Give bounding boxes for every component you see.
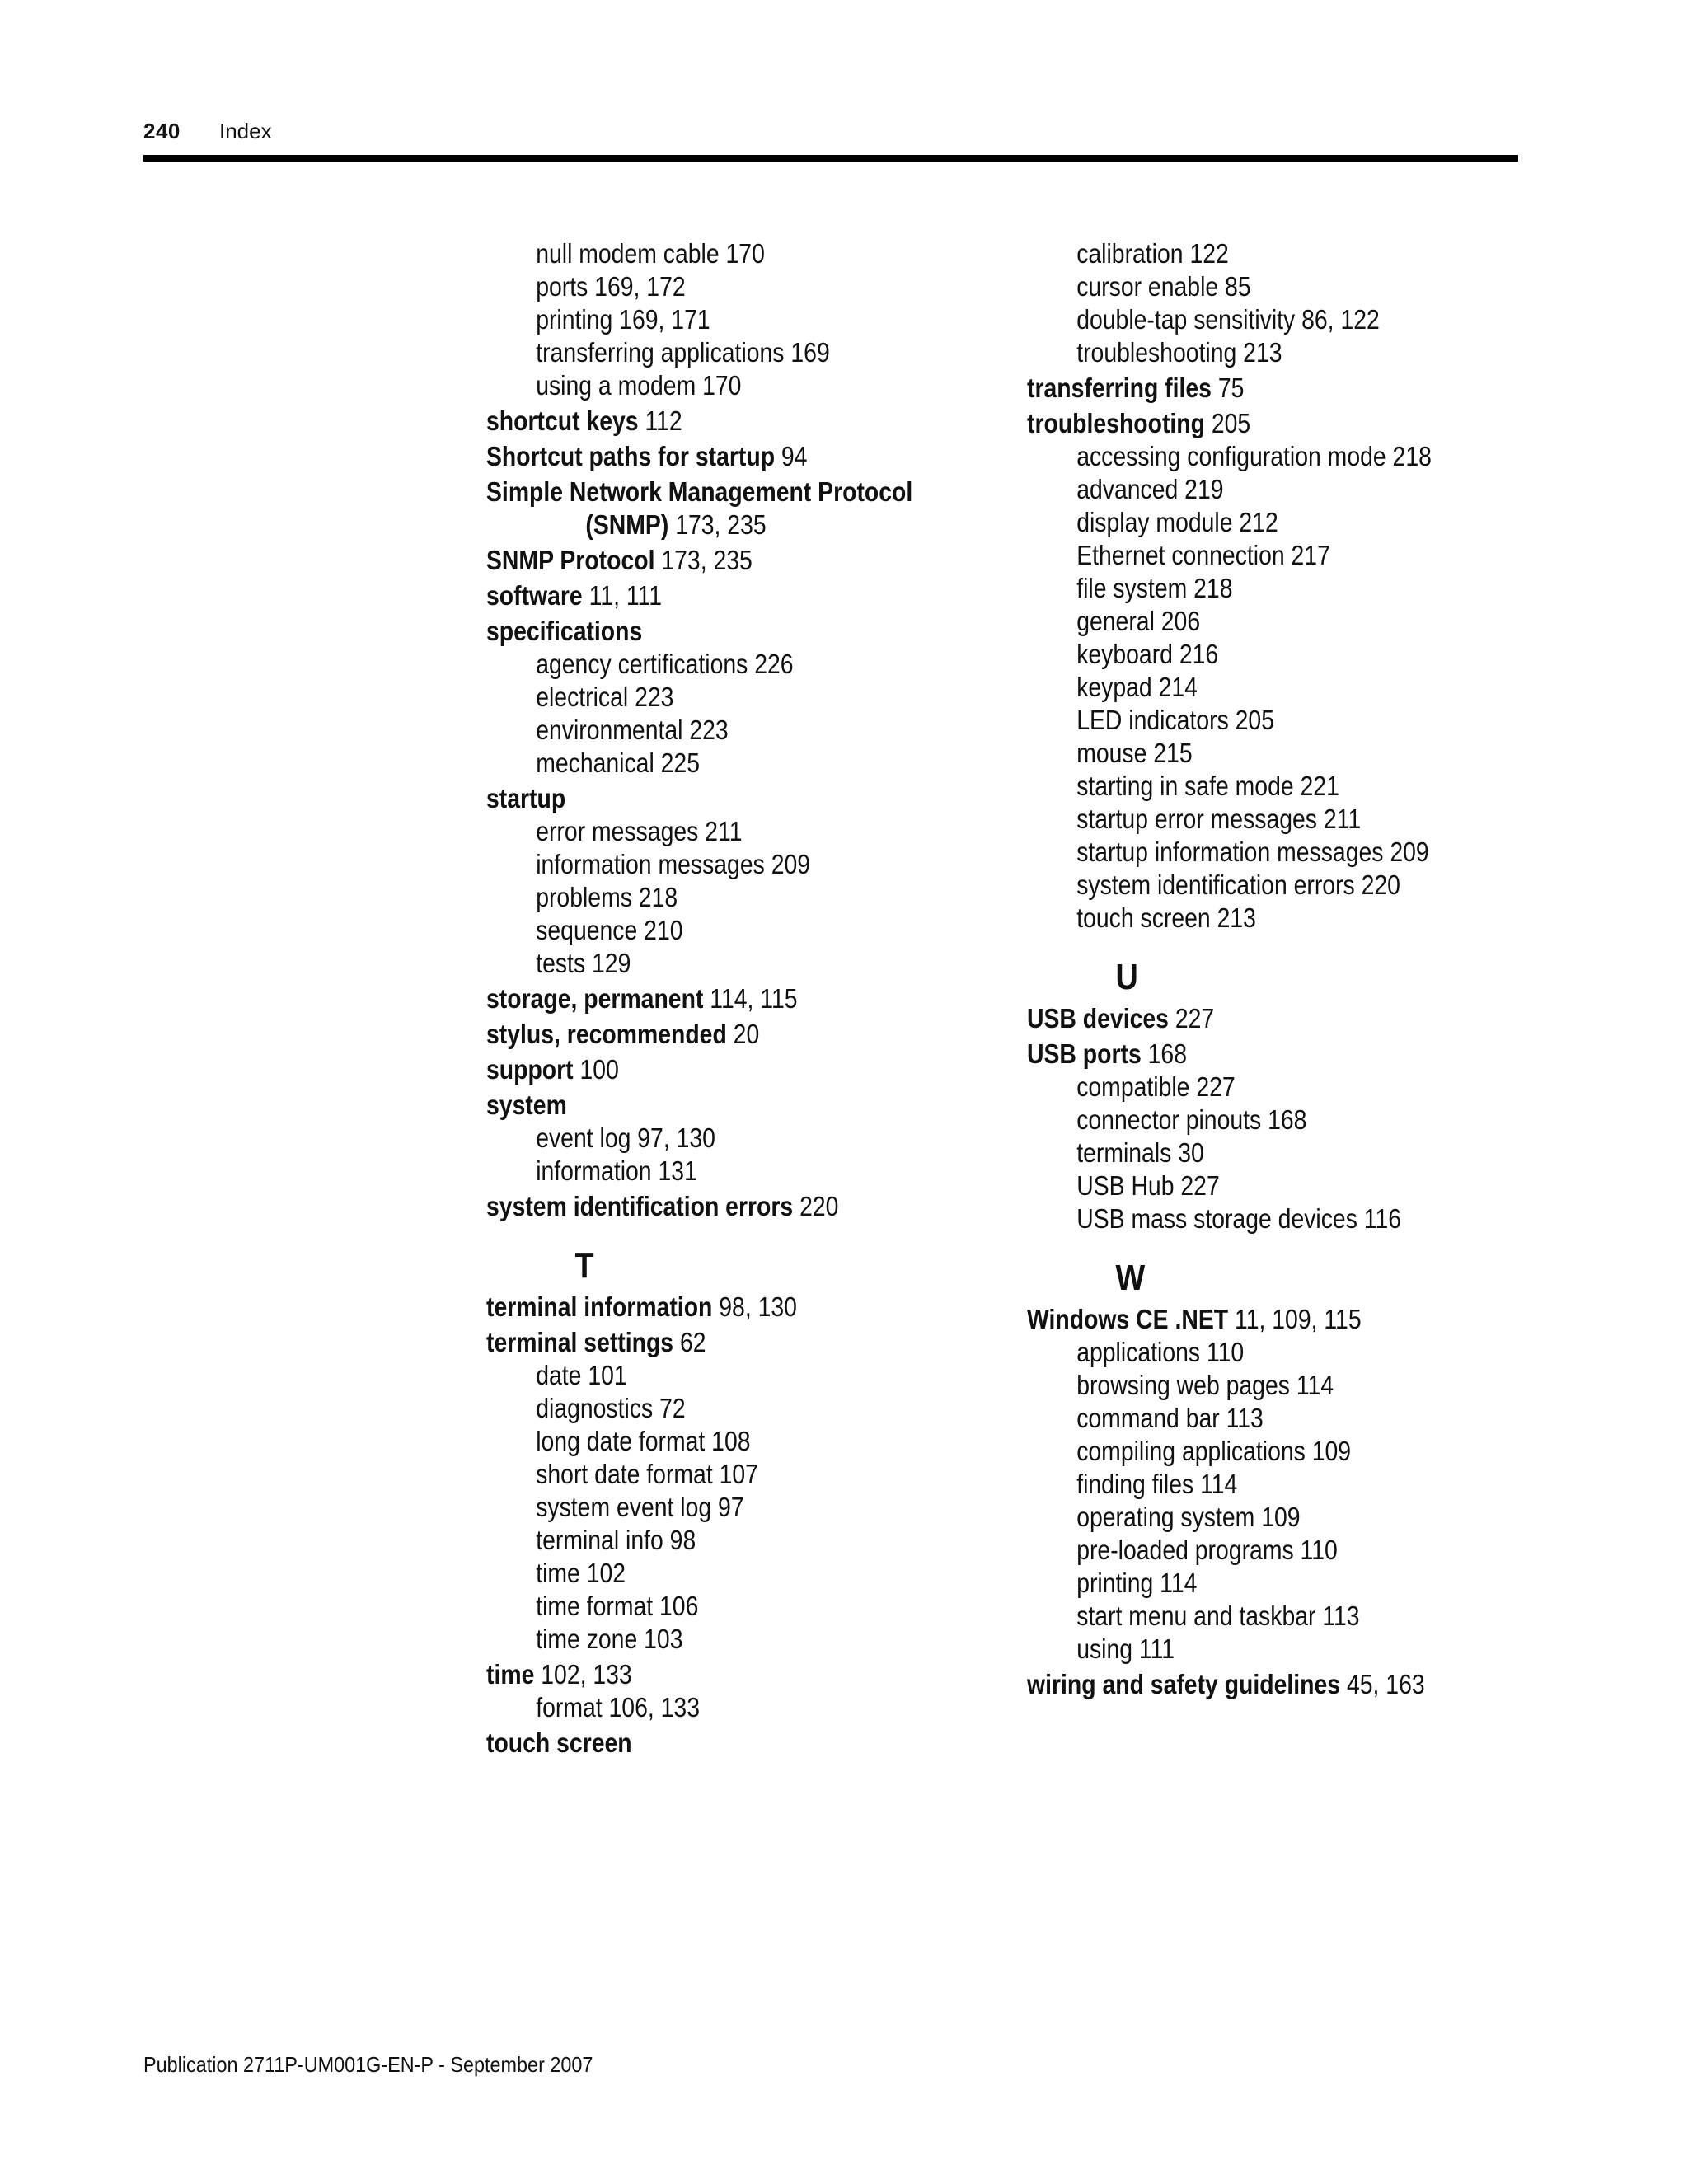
index-page-refs: 168 bbox=[1147, 1038, 1187, 1069]
index-entry bbox=[486, 1018, 926, 1051]
index-term: SNMP Protocol bbox=[486, 545, 655, 575]
index-subentry: touch screen 213 bbox=[1076, 902, 1256, 933]
index-subentry: calibration 122 bbox=[1076, 238, 1229, 269]
index-subentry: terminals 30 bbox=[1076, 1137, 1204, 1168]
running-title: Index bbox=[219, 119, 272, 143]
index-subentry: null modem cable 170 bbox=[536, 238, 765, 269]
index-page-refs: 20 bbox=[733, 1019, 760, 1049]
index-entry bbox=[486, 982, 926, 1015]
index-page-refs: 45, 163 bbox=[1346, 1669, 1425, 1699]
index-entry bbox=[486, 405, 926, 438]
index-subentry: startup information messages 209 bbox=[1076, 837, 1429, 867]
page-header bbox=[143, 119, 1518, 147]
index-page-refs: 227 bbox=[1175, 1003, 1215, 1033]
index-entry bbox=[486, 1658, 926, 1691]
index-subentry: system identification errors 220 bbox=[1076, 869, 1400, 900]
index-page-refs: 173, 235 bbox=[661, 545, 753, 575]
index-entry bbox=[486, 1326, 926, 1359]
index-subentry: printing 114 bbox=[1076, 1568, 1198, 1598]
index-subentry: LED indicators 205 bbox=[1076, 705, 1274, 735]
index-entry bbox=[486, 1727, 926, 1760]
index-page-refs: 112 bbox=[645, 405, 682, 436]
index-entry bbox=[1027, 1002, 1466, 1035]
index-page-refs: 220 bbox=[799, 1191, 839, 1221]
index-entry bbox=[486, 579, 926, 612]
index-entry bbox=[1027, 1668, 1466, 1701]
index-page-refs: 98, 130 bbox=[719, 1291, 797, 1322]
index-subentry: mouse 215 bbox=[1076, 738, 1193, 768]
index-subentry: terminal info 98 bbox=[536, 1525, 696, 1555]
index-subentry: advanced 219 bbox=[1076, 474, 1224, 504]
index-term: startup bbox=[486, 783, 566, 813]
index-page-refs: 62 bbox=[679, 1327, 706, 1357]
index-entry bbox=[1027, 1038, 1466, 1071]
index-subentry: tests 129 bbox=[536, 948, 631, 978]
index-entry bbox=[486, 1089, 926, 1122]
index-term: troubleshooting bbox=[1027, 408, 1205, 438]
index-term: Simple Network Management Protocol bbox=[486, 476, 913, 507]
index-term: system identification errors bbox=[486, 1191, 794, 1221]
index-term: shortcut keys bbox=[486, 405, 639, 436]
index-term: transferring files bbox=[1027, 373, 1212, 403]
section-letter: U bbox=[1115, 957, 1138, 997]
index-subentry: system event log 97 bbox=[536, 1492, 744, 1522]
index-subentry: cursor enable 85 bbox=[1076, 271, 1251, 302]
index-subentry: Ethernet connection 217 bbox=[1076, 540, 1330, 570]
index-subentry: printing 169, 171 bbox=[536, 304, 710, 335]
index-term: terminal information bbox=[486, 1291, 713, 1322]
index-subentry: compatible 227 bbox=[1076, 1071, 1236, 1102]
index-term: wiring and safety guidelines bbox=[1027, 1669, 1341, 1699]
index-subentry: sequence 210 bbox=[536, 915, 683, 945]
index-subentry: compiling applications 109 bbox=[1076, 1436, 1352, 1466]
index-entry bbox=[1027, 407, 1466, 440]
index-term: software bbox=[486, 580, 583, 611]
index-subentry: general 206 bbox=[1076, 606, 1201, 636]
index-subentry: startup error messages 211 bbox=[1076, 804, 1362, 834]
index-subentry: short date format 107 bbox=[536, 1459, 758, 1489]
index-term: Windows CE .NET bbox=[1027, 1304, 1229, 1334]
index-term: USB devices bbox=[1027, 1003, 1169, 1033]
index-subentry: USB Hub 227 bbox=[1076, 1170, 1220, 1201]
index-subentry: applications 110 bbox=[1076, 1337, 1245, 1367]
index-subentry: error messages 211 bbox=[536, 816, 743, 846]
publication-footer: Publication 2711P-UM001G-EN-P - September 2007 bbox=[143, 2052, 593, 2077]
index-subentry: agency certifications 226 bbox=[536, 649, 794, 679]
index-entry bbox=[486, 1053, 926, 1086]
index-page-refs: 100 bbox=[579, 1054, 619, 1085]
index-subentry: ports 169, 172 bbox=[536, 271, 686, 302]
index-subentry: time 102 bbox=[536, 1558, 626, 1588]
index-entry bbox=[486, 1291, 926, 1324]
index-term: time bbox=[486, 1659, 535, 1690]
index-page-refs: 102, 133 bbox=[541, 1659, 632, 1690]
section-letter: W bbox=[1115, 1258, 1146, 1298]
index-subentry: diagnostics 72 bbox=[536, 1393, 686, 1423]
index-subentry: accessing configuration mode 218 bbox=[1076, 441, 1432, 471]
index-subentry: time zone 103 bbox=[536, 1624, 683, 1654]
header-rule bbox=[143, 155, 1518, 162]
page-number: 240 bbox=[143, 119, 181, 143]
index-page-refs: 94 bbox=[781, 441, 808, 471]
index-subentry: keypad 214 bbox=[1076, 672, 1198, 702]
index-subentry: electrical 223 bbox=[536, 682, 674, 712]
index-page-refs: 173, 235 bbox=[675, 509, 767, 540]
index-column-right bbox=[1027, 237, 1466, 1701]
index-subentry: event log 97, 130 bbox=[536, 1122, 715, 1153]
index-subentry: information 131 bbox=[536, 1155, 697, 1186]
index-subentry: starting in safe mode 221 bbox=[1076, 771, 1339, 801]
index-term: Shortcut paths for startup bbox=[486, 441, 776, 471]
index-subentry: command bar 113 bbox=[1076, 1403, 1264, 1433]
index-page-refs: 75 bbox=[1217, 373, 1245, 403]
index-subentry: connector pinouts 168 bbox=[1076, 1104, 1307, 1135]
index-subentry: troubleshooting 213 bbox=[1076, 337, 1282, 368]
index-term: support bbox=[486, 1054, 574, 1085]
index-subentry: using a modem 170 bbox=[536, 370, 742, 401]
index-page-refs: 114, 115 bbox=[710, 983, 798, 1014]
index-term: specifications bbox=[486, 616, 643, 646]
index-entry-continuation bbox=[486, 509, 926, 541]
index-page-refs: 11, 109, 115 bbox=[1235, 1304, 1362, 1334]
index-term: USB ports bbox=[1027, 1038, 1142, 1069]
index-entry bbox=[486, 1190, 926, 1223]
index-term: touch screen bbox=[486, 1727, 632, 1758]
index-subentry: double-tap sensitivity 86, 122 bbox=[1076, 304, 1380, 335]
index-term: terminal settings bbox=[486, 1327, 674, 1357]
index-subentry: environmental 223 bbox=[536, 715, 729, 745]
index-page-refs: 11, 111 bbox=[588, 580, 662, 611]
index-subentry: information messages 209 bbox=[536, 849, 811, 879]
index-term: system bbox=[486, 1090, 567, 1120]
index-term: (SNMP) bbox=[585, 509, 669, 540]
index-subentry: USB mass storage devices 116 bbox=[1076, 1203, 1402, 1234]
index-term: storage, permanent bbox=[486, 983, 704, 1014]
index-subentry: time format 106 bbox=[536, 1591, 699, 1621]
section-letter: T bbox=[574, 1245, 594, 1286]
index-entry bbox=[486, 782, 926, 815]
index-entry bbox=[486, 440, 926, 473]
index-subentry: browsing web pages 114 bbox=[1076, 1370, 1334, 1400]
index-subentry: using 111 bbox=[1076, 1633, 1175, 1664]
index-subentry: long date format 108 bbox=[536, 1426, 751, 1456]
index-column-left bbox=[486, 237, 926, 1760]
index-subentry: date 101 bbox=[536, 1360, 627, 1390]
index-subentry: mechanical 225 bbox=[536, 748, 700, 778]
index-term: stylus, recommended bbox=[486, 1019, 727, 1049]
index-subentry: finding files 114 bbox=[1076, 1469, 1238, 1499]
index-entry bbox=[486, 476, 926, 509]
index-page-refs: 205 bbox=[1211, 408, 1251, 438]
index-subentry: pre-loaded programs 110 bbox=[1076, 1535, 1338, 1565]
index-entry bbox=[1027, 372, 1466, 405]
index-entry bbox=[1027, 1303, 1466, 1336]
index-subentry: file system 218 bbox=[1076, 573, 1233, 603]
index-subentry: display module 212 bbox=[1076, 507, 1278, 537]
index-subentry: problems 218 bbox=[536, 882, 678, 912]
index-subentry: keyboard 216 bbox=[1076, 639, 1219, 669]
index-subentry: operating system 109 bbox=[1076, 1502, 1301, 1532]
index-subentry: transferring applications 169 bbox=[536, 337, 830, 368]
index-entry bbox=[486, 544, 926, 577]
index-entry bbox=[486, 615, 926, 648]
index-subentry: start menu and taskbar 113 bbox=[1076, 1601, 1360, 1631]
index-subentry: format 106, 133 bbox=[536, 1692, 700, 1722]
